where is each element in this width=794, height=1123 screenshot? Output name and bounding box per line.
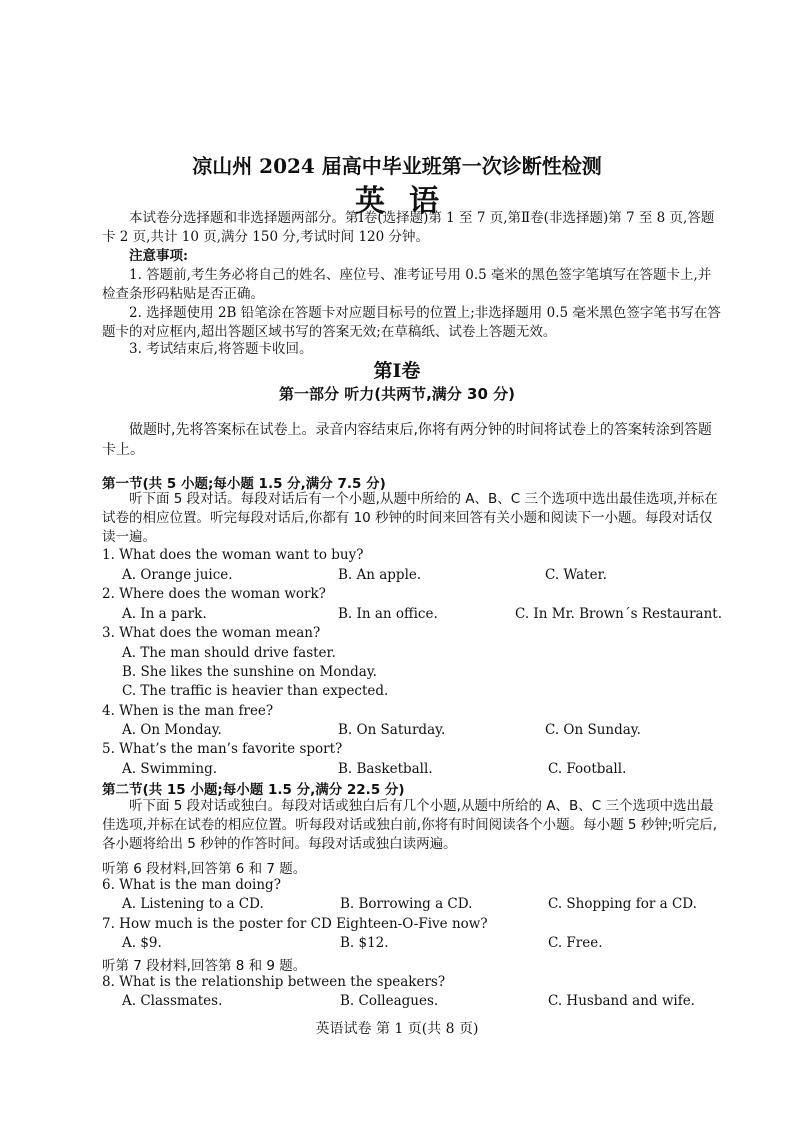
- option-c: C. In Mr. Brown´s Restaurant.: [515, 606, 723, 622]
- part1-instruction: 做题时,先将答案标在试卷上。录音内容结束后,你将有两分钟的时间将试卷上的答案转涂到答题卡上。: [102, 422, 712, 458]
- note-item-3: 3. 考试结束后,将答题卡收回。: [129, 341, 313, 357]
- option-a: A. On Monday.: [122, 722, 222, 738]
- question-stem: 4. When is the man free?: [102, 703, 274, 719]
- option-c: C. Football.: [548, 761, 627, 777]
- option-a: A. In a park.: [122, 606, 207, 622]
- option-a: A. Swimming.: [122, 761, 218, 777]
- exam-title: 凉山州 2024 届高中毕业班第一次诊断性检测: [192, 154, 602, 178]
- question-stem: 2. Where does the woman work?: [102, 586, 326, 602]
- question-stem: 6. What is the man doing?: [102, 877, 281, 893]
- notes-title: 注意事项:: [129, 248, 188, 264]
- option-c: C. Husband and wife.: [548, 993, 695, 1009]
- option-c: C. Water.: [545, 567, 607, 583]
- question-stem: 7. How much is the poster for CD Eighteen-O-Five now?: [102, 916, 488, 932]
- option-b: B. Colleagues.: [340, 993, 439, 1009]
- option-b: B. Basketball.: [338, 761, 433, 777]
- option-a: A. $9.: [122, 935, 162, 951]
- section1-instruction: 听下面 5 段对话。每段对话后有一个小题,从题中所给的 A、B、C 三个选项中选出最佳选项,并标在试卷的相应位置。听完每段对话后,你都有 10 秒钟的时间来回答有关小题和阅读下一小题。每段对话仅读一遍。: [102, 491, 718, 545]
- material-6-note: 听第 6 段材料,回答第 6 和 7 题。: [102, 861, 307, 877]
- part1-heading: 第一部分 听力(共两节,满分 30 分): [279, 385, 515, 403]
- question-stem: 1. What does the woman want to buy?: [102, 547, 364, 563]
- section1-heading: 第一节(共 5 小题;每小题 1.5 分,满分 7.5 分): [102, 476, 386, 492]
- option-c: C. Shopping for a CD.: [548, 896, 697, 912]
- option-b: B. $12.: [340, 935, 389, 951]
- option-a: A. The man should drive faster.: [122, 645, 336, 661]
- option-b: B. She likes the sunshine on Monday.: [122, 664, 377, 680]
- question-stem: 3. What does the woman mean?: [102, 625, 321, 641]
- question-stem: 8. What is the relationship between the speakers?: [102, 974, 446, 990]
- subject-title: 英语: [355, 184, 463, 219]
- material-7-note: 听第 7 段材料,回答第 8 和 9 题。: [102, 958, 307, 974]
- note-item-1: 1. 答题前,考生务必将自己的姓名、座位号、准考证号用 0.5 毫米的黑色签字笔填写在答题卡上,并检查条形码粘贴是否正确。: [102, 267, 712, 302]
- volume-heading: 第Ⅰ卷: [373, 360, 421, 382]
- section2-instruction: 听下面 5 段对话或独白。每段对话或独白后有几个小题,从题中所给的 A、B、C 三个选项中选出最佳选项,并标在试卷的相应位置。听每段对话或独白前,你将有时间阅读各个小题。每小题 5 秒钟;听完后,各小题将给出 5 秒钟的作答时间。每段对话或独白读两遍。: [102, 798, 718, 852]
- option-c: C. The traffic is heavier than expected.: [122, 683, 389, 699]
- option-b: B. In an office.: [338, 606, 438, 622]
- page-footer: 英语试卷 第 1 页(共 8 页): [315, 1021, 479, 1037]
- option-b: B. An apple.: [338, 567, 422, 583]
- option-c: C. On Sunday.: [545, 722, 641, 738]
- option-a: A. Classmates.: [122, 993, 223, 1009]
- option-a: A. Orange juice.: [122, 567, 233, 583]
- intro-paragraph: 本试卷分选择题和非选择题两部分。第Ⅰ卷(选择题)第 1 至 7 页,第Ⅱ卷(非选择题)第 7 至 8 页,答题卡 2 页,共计 10 页,满分 150 分,考试时间 120 分钟。: [102, 210, 715, 245]
- option-b: B. On Saturday.: [338, 722, 446, 738]
- option-b: B. Borrowing a CD.: [340, 896, 473, 912]
- option-c: C. Free.: [548, 935, 603, 951]
- section2-heading: 第二节(共 15 小题;每小题 1.5 分,满分 22.5 分): [102, 782, 405, 798]
- question-stem: 5. What’s the man’s favorite sport?: [102, 741, 343, 757]
- note-item-2: 2. 选择题使用 2B 铅笔涂在答题卡对应题目标号的位置上;非选择题用 0.5 毫米黑色签字笔书写在答题卡的对应框内,超出答题区域书写的答案无效;在草稿纸、试卷上答题无效。: [102, 305, 721, 340]
- option-a: A. Listening to a CD.: [122, 896, 264, 912]
